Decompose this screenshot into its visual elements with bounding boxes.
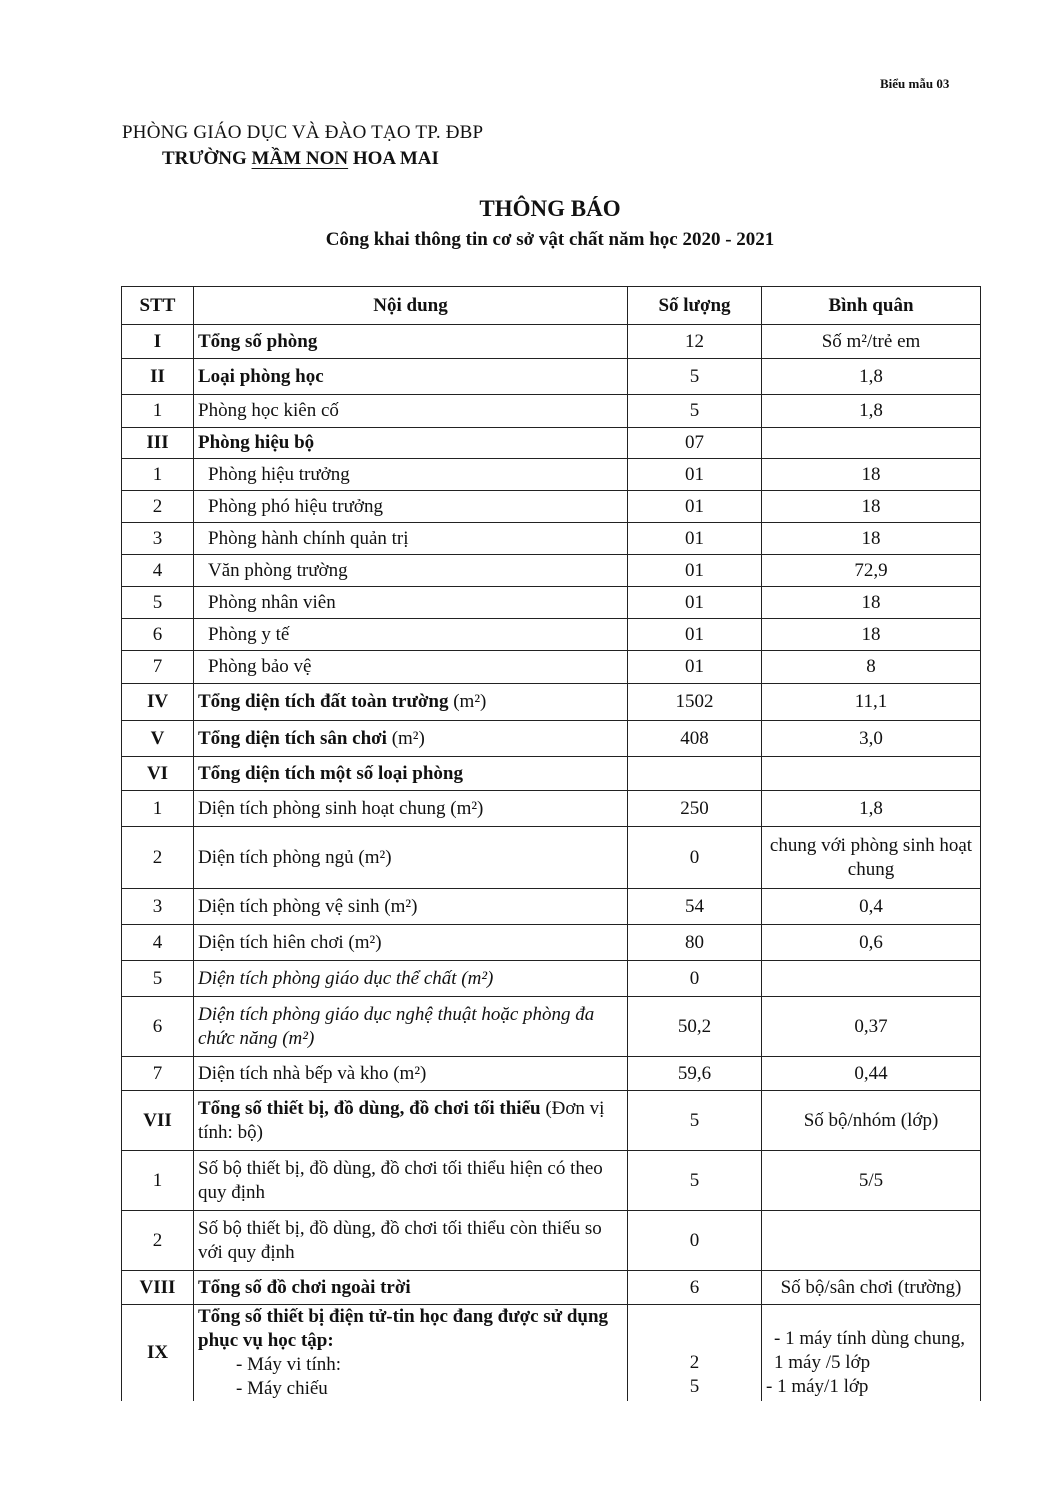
- row-content-main: Tổng diện tích đất toàn trường: [198, 691, 449, 713]
- table-row: [122, 359, 981, 395]
- row-average: 18: [762, 491, 981, 523]
- table-row: [122, 827, 981, 889]
- row-stt: VI: [122, 757, 194, 791]
- row-stt: 6: [122, 619, 194, 651]
- row-average: 0,37: [762, 997, 981, 1057]
- header-quantity: Số lượng: [628, 287, 762, 325]
- row-stt: 2: [122, 827, 194, 889]
- row-stt: II: [122, 359, 194, 395]
- row-average: [762, 1211, 981, 1271]
- row-average: 11,1: [762, 684, 981, 721]
- row-stt: 4: [122, 555, 194, 587]
- row-content-main: Tổng số thiết bị điện tử-tin học đang được sử dụng phục vụ học tập:: [198, 1306, 609, 1351]
- row-content: Phòng hiệu trưởng: [194, 459, 628, 491]
- row-average: 18: [762, 523, 981, 555]
- row-quantity: 01: [628, 523, 762, 555]
- row-average: 0,6: [762, 925, 981, 961]
- table-header-row: [122, 287, 981, 325]
- row-average: 18: [762, 587, 981, 619]
- row-quantity: 54: [628, 889, 762, 925]
- row-average: Số m²/trẻ em: [762, 325, 981, 359]
- row-stt: 1: [122, 791, 194, 827]
- row-content: Diện tích phòng vệ sinh (m²): [194, 889, 628, 925]
- table-row: [122, 587, 981, 619]
- row-quantity: 6: [628, 1271, 762, 1305]
- row-content-unit: (m²): [386, 727, 425, 749]
- school-name: [162, 148, 439, 170]
- row-average: 0,4: [762, 889, 981, 925]
- row-content: [194, 1305, 628, 1401]
- header-content: Nội dung: [194, 287, 628, 325]
- row-average: 1,8: [762, 395, 981, 428]
- table-row: [122, 791, 981, 827]
- row-quantity: 1502: [628, 684, 762, 721]
- row-content: [194, 684, 628, 721]
- row-average: [762, 428, 981, 459]
- school-name-underlined: MẦM NON: [251, 148, 349, 169]
- row-content: Phòng bảo vệ: [194, 651, 628, 684]
- facility-table: [121, 286, 981, 1401]
- row-stt: 6: [122, 997, 194, 1057]
- row-stt: IV: [122, 684, 194, 721]
- school-name-post: HOA MAI: [348, 148, 439, 169]
- row-quantity: 01: [628, 587, 762, 619]
- row-average: 5/5: [762, 1151, 981, 1211]
- table-row: [122, 721, 981, 757]
- row-content: Diện tích phòng giáo dục thể chất (m²): [194, 961, 628, 997]
- table-row: [122, 997, 981, 1057]
- row-average: 72,9: [762, 555, 981, 587]
- document-subtitle: Công khai thông tin cơ sở vật chất năm học 2020 - 2021: [325, 229, 775, 250]
- row-average: 8: [762, 651, 981, 684]
- row-content: Phòng nhân viên: [194, 587, 628, 619]
- row-content: Tổng số phòng: [194, 325, 628, 359]
- row-quantity: 01: [628, 459, 762, 491]
- row-quantity: 59,6: [628, 1057, 762, 1091]
- row-stt: 4: [122, 925, 194, 961]
- row-content-main: Tổng số thiết bị, đồ dùng, đồ chơi tối thiểu: [198, 1097, 541, 1119]
- document-title: THÔNG BÁO: [479, 196, 621, 221]
- row-average-projectors: - 1 máy/1 lớp: [766, 1375, 869, 1397]
- row-content: Diện tích phòng ngủ (m²): [194, 827, 628, 889]
- row-content: Diện tích phòng sinh hoạt chung (m²): [194, 791, 628, 827]
- table-row: [122, 428, 981, 459]
- table-row: [122, 1151, 981, 1211]
- row-quantity: 01: [628, 619, 762, 651]
- table-row: [122, 555, 981, 587]
- row-content: Phòng y tế: [194, 619, 628, 651]
- row-average: 18: [762, 619, 981, 651]
- row-average-computers: - 1 máy tính dùng chung, 1 máy /5 lớp: [774, 1328, 966, 1373]
- row-quantity-computers: 2: [689, 1352, 700, 1373]
- row-quantity: [628, 757, 762, 791]
- row-stt: 3: [122, 889, 194, 925]
- row-content-sub-computers: - Máy vi tính:: [236, 1353, 342, 1375]
- row-content: Phòng hành chính quản trị: [194, 523, 628, 555]
- row-content: Tổng số đồ chơi ngoài trời: [194, 1271, 628, 1305]
- table-row: [122, 1057, 981, 1091]
- row-quantity: 250: [628, 791, 762, 827]
- table-row: [122, 523, 981, 555]
- row-content: Phòng học kiên cố: [194, 395, 628, 428]
- row-content: Văn phòng trường: [194, 555, 628, 587]
- row-quantity: [628, 1305, 762, 1401]
- row-content: [194, 721, 628, 757]
- row-quantity: 50,2: [628, 997, 762, 1057]
- row-content: Loại phòng học: [194, 359, 628, 395]
- row-stt: 1: [122, 395, 194, 428]
- row-average: [762, 1305, 981, 1401]
- row-stt: 2: [122, 491, 194, 523]
- row-content: Diện tích nhà bếp và kho (m²): [194, 1057, 628, 1091]
- row-stt: 2: [122, 1211, 194, 1271]
- table-row: [122, 1211, 981, 1271]
- header-stt: STT: [122, 287, 194, 325]
- table-row: [122, 757, 981, 791]
- row-quantity-projectors: 5: [689, 1375, 700, 1397]
- school-name-pre: TRƯỜNG: [162, 148, 252, 169]
- row-stt: VII: [122, 1091, 194, 1151]
- row-content-main: Tổng diện tích sân chơi: [198, 727, 387, 749]
- row-content: Tổng diện tích một số loại phòng: [194, 757, 628, 791]
- table-row: [122, 1305, 981, 1401]
- row-stt: 7: [122, 1057, 194, 1091]
- row-content: Số bộ thiết bị, đồ dùng, đồ chơi tối thiểu còn thiếu so với quy định: [194, 1211, 628, 1271]
- row-average: 1,8: [762, 359, 981, 395]
- table-row: [122, 325, 981, 359]
- table-row: [122, 889, 981, 925]
- department-name: PHÒNG GIÁO DỤC VÀ ĐÀO TẠO TP. ĐBP: [122, 122, 484, 143]
- table-row: [122, 684, 981, 721]
- row-stt: IX: [122, 1305, 194, 1401]
- row-content: [194, 1091, 628, 1151]
- table-row: [122, 961, 981, 997]
- row-content-unit: (Đơn vị tính: bộ): [198, 1097, 605, 1143]
- table-row: [122, 651, 981, 684]
- row-content-sub-projectors: - Máy chiếu: [236, 1377, 328, 1399]
- row-stt: VIII: [122, 1271, 194, 1305]
- table-row: [122, 925, 981, 961]
- row-stt: 7: [122, 651, 194, 684]
- row-quantity: 5: [628, 359, 762, 395]
- table-row: [122, 1271, 981, 1305]
- row-average: 1,8: [762, 791, 981, 827]
- row-average: [762, 961, 981, 997]
- row-quantity: 07: [628, 428, 762, 459]
- row-average: [762, 757, 981, 791]
- form-code: Biểu mẫu 03: [880, 76, 950, 91]
- row-average: Số bộ/sân chơi (trường): [762, 1271, 981, 1305]
- table-row: [122, 491, 981, 523]
- table-row: [122, 1091, 981, 1151]
- row-average: chung với phòng sinh hoạt chung: [762, 827, 981, 889]
- row-content: Diện tích hiên chơi (m²): [194, 925, 628, 961]
- row-content: Số bộ thiết bị, đồ dùng, đồ chơi tối thiểu hiện có theo quy định: [194, 1151, 628, 1211]
- row-average: 18: [762, 459, 981, 491]
- row-average: Số bộ/nhóm (lớp): [762, 1091, 981, 1151]
- row-quantity: 5: [628, 1091, 762, 1151]
- row-quantity: 5: [628, 1151, 762, 1211]
- row-average: 0,44: [762, 1057, 981, 1091]
- row-content-unit: (m²): [448, 691, 487, 713]
- row-stt: V: [122, 721, 194, 757]
- row-stt: 5: [122, 587, 194, 619]
- row-content: Diện tích phòng giáo dục nghệ thuật hoặc phòng đa chức năng (m²): [194, 997, 628, 1057]
- row-quantity: 01: [628, 555, 762, 587]
- row-content: Phòng phó hiệu trưởng: [194, 491, 628, 523]
- row-quantity: 12: [628, 325, 762, 359]
- row-quantity: 01: [628, 651, 762, 684]
- table-row: [122, 619, 981, 651]
- row-quantity: 0: [628, 1211, 762, 1271]
- row-quantity: 5: [628, 395, 762, 428]
- row-quantity: 0: [628, 961, 762, 997]
- row-average: 3,0: [762, 721, 981, 757]
- row-quantity: 01: [628, 491, 762, 523]
- row-quantity: 80: [628, 925, 762, 961]
- table-row: [122, 395, 981, 428]
- row-stt: 5: [122, 961, 194, 997]
- table-row: [122, 459, 981, 491]
- row-stt: III: [122, 428, 194, 459]
- row-stt: 1: [122, 1151, 194, 1211]
- header-average: Bình quân: [762, 287, 981, 325]
- row-quantity: 0: [628, 827, 762, 889]
- row-quantity: 408: [628, 721, 762, 757]
- row-stt: 3: [122, 523, 194, 555]
- row-content: Phòng hiệu bộ: [194, 428, 628, 459]
- row-stt: I: [122, 325, 194, 359]
- row-stt: 1: [122, 459, 194, 491]
